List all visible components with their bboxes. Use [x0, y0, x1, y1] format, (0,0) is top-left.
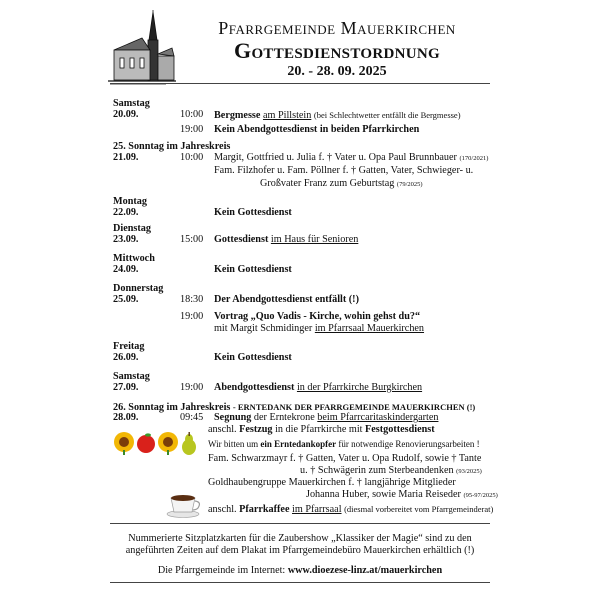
intention-text: Fam. Schwarzmayr f. † Gatten, Vater u. Opa Rudolf, sowie † Tante [208, 453, 482, 464]
footer-divider [110, 523, 490, 524]
time-label: 10:00 [180, 152, 204, 163]
event-text: Gottesdienst im Haus für Senioren [214, 234, 359, 245]
apple-icon [137, 433, 155, 453]
intention-text: Fam. Filzhofer u. Fam. Pöllner f. † Gatten, Vater, Schwieger- u. [214, 165, 474, 176]
date-label: 28.09. [113, 412, 139, 423]
event-text: anschl. Festzug in die Pfarrkirche mit Festgottesdienst [208, 424, 435, 435]
parish-name: Pfarrgemeinde Mauerkirchen [218, 18, 456, 38]
date-label: 23.09. [113, 234, 139, 245]
time-label: 19:00 [180, 124, 204, 135]
day-label: Donnerstag [113, 283, 164, 294]
website-link[interactable]: www.dioezese-linz.at/mauerkirchen [287, 565, 443, 576]
place-link[interactable]: im Pfarrsaal [292, 504, 342, 515]
event-text: anschl. Pfarrkaffee im Pfarrsaal (diesmal vorbereitet vom Pfarrgemeinderat) [208, 504, 494, 515]
date-label: 24.09. [113, 264, 139, 275]
footer-note: angeführten Zeiten auf dem Plakat im Pfarrgemeindebüro Mauerkirchen erhältlich (!) [125, 545, 475, 556]
day-label: Freitag [113, 341, 145, 352]
event-text: Kein Gottesdienst [214, 352, 292, 363]
event-text: Segnung der Erntekrone beim Pfarrcaritaskindergarten [214, 412, 439, 423]
day-label: 25. Sonntag im Jahreskreis [113, 141, 231, 152]
day-label: Montag [113, 196, 147, 207]
day-label: Dienstag [113, 223, 151, 234]
header-divider [110, 83, 490, 84]
place-link[interactable]: beim Pfarrcaritaskindergarten [317, 412, 439, 423]
day-label: Mittwoch [113, 253, 155, 264]
place-link[interactable]: in der Pfarrkirche Burgkirchen [296, 382, 423, 393]
place-link[interactable]: im Pfarrsaal Mauerkirchen [314, 323, 425, 334]
sunflower-icon [158, 432, 178, 455]
event-text: Kein Gottesdienst [214, 207, 292, 218]
intention-text: Margit, Gottfried u. Julia f. † Vater u. Opa Paul Brunnbauer (170/2021) [214, 152, 489, 163]
intention-text: Goldhaubengruppe Mauerkirchen f. † langjährige Mitglieder [208, 477, 456, 488]
date-label: 26.09. [113, 352, 139, 363]
event-text: Kein Abendgottesdienst in beiden Pfarrkirchen [214, 124, 420, 135]
time-label: 19:00 [180, 382, 204, 393]
day-label: Samstag [113, 371, 150, 382]
date-range: 20. - 28. 09. 2025 [287, 64, 387, 79]
bottom-divider [110, 582, 490, 583]
date-label: 27.09. [113, 382, 139, 393]
coffee-cup-icon [166, 490, 204, 518]
event-text: Kein Gottesdienst [214, 264, 292, 275]
date-label: 25.09. [113, 294, 139, 305]
footer-note: Nummerierte Sitzplatzkarten für die Zaubershow „Klassiker der Magie“ sind zu den [128, 533, 472, 544]
day-label: 26. Sonntag im Jahreskreis - ERNTEDANK DER PFARRGEMEINDE MAUERKIRCHEN (!) [113, 402, 476, 413]
website-line: Die Pfarrgemeinde im Internet: www.dioezese-linz.at/mauerkirchen [157, 565, 443, 576]
date-label: 20.09. [113, 109, 139, 120]
intention-text: Großvater Franz zum Geburtstag (79/2025) [260, 178, 423, 189]
pear-icon [182, 432, 196, 455]
sunflower-icon [114, 432, 134, 455]
place-link[interactable]: im Haus für Senioren [270, 234, 359, 245]
day-label: Samstag [113, 98, 150, 109]
church-drawing [106, 10, 178, 86]
place-link[interactable]: am Pillstein [262, 110, 312, 121]
event-text: Bergmesse am Pillstein (bei Schlechtwetter entfällt die Bergmesse) [214, 110, 461, 121]
intention-text: Johanna Huber, sowie Maria Reiseder (95-97/2025) [306, 489, 498, 500]
time-label: 19:00 [180, 311, 204, 322]
date-label: 22.09. [113, 207, 139, 218]
intention-text: u. † Schwägerin zum Sterbeandenken (93/2025) [300, 465, 482, 476]
time-label: 10:00 [180, 109, 204, 120]
page-title: Gottesdienstordnung [234, 38, 440, 63]
event-text: Wir bitten um ein Erntedankopfer für notwendige Renovierungsarbeiten ! [208, 439, 480, 449]
event-text: Vortrag „Quo Vadis - Kirche, wohin gehst du?“ [214, 311, 421, 322]
time-label: 09:45 [180, 412, 204, 423]
time-label: 15:00 [180, 234, 204, 245]
harvest-fruit-icons [112, 430, 198, 456]
event-text: Der Abendgottesdienst entfällt (!) [214, 294, 359, 305]
time-label: 18:30 [180, 294, 204, 305]
event-text: Abendgottesdienst in der Pfarrkirche Burgkirchen [214, 382, 423, 393]
date-label: 21.09. [113, 152, 139, 163]
event-subtext: mit Margit Schmidinger im Pfarrsaal Mauerkirchen [214, 323, 425, 334]
